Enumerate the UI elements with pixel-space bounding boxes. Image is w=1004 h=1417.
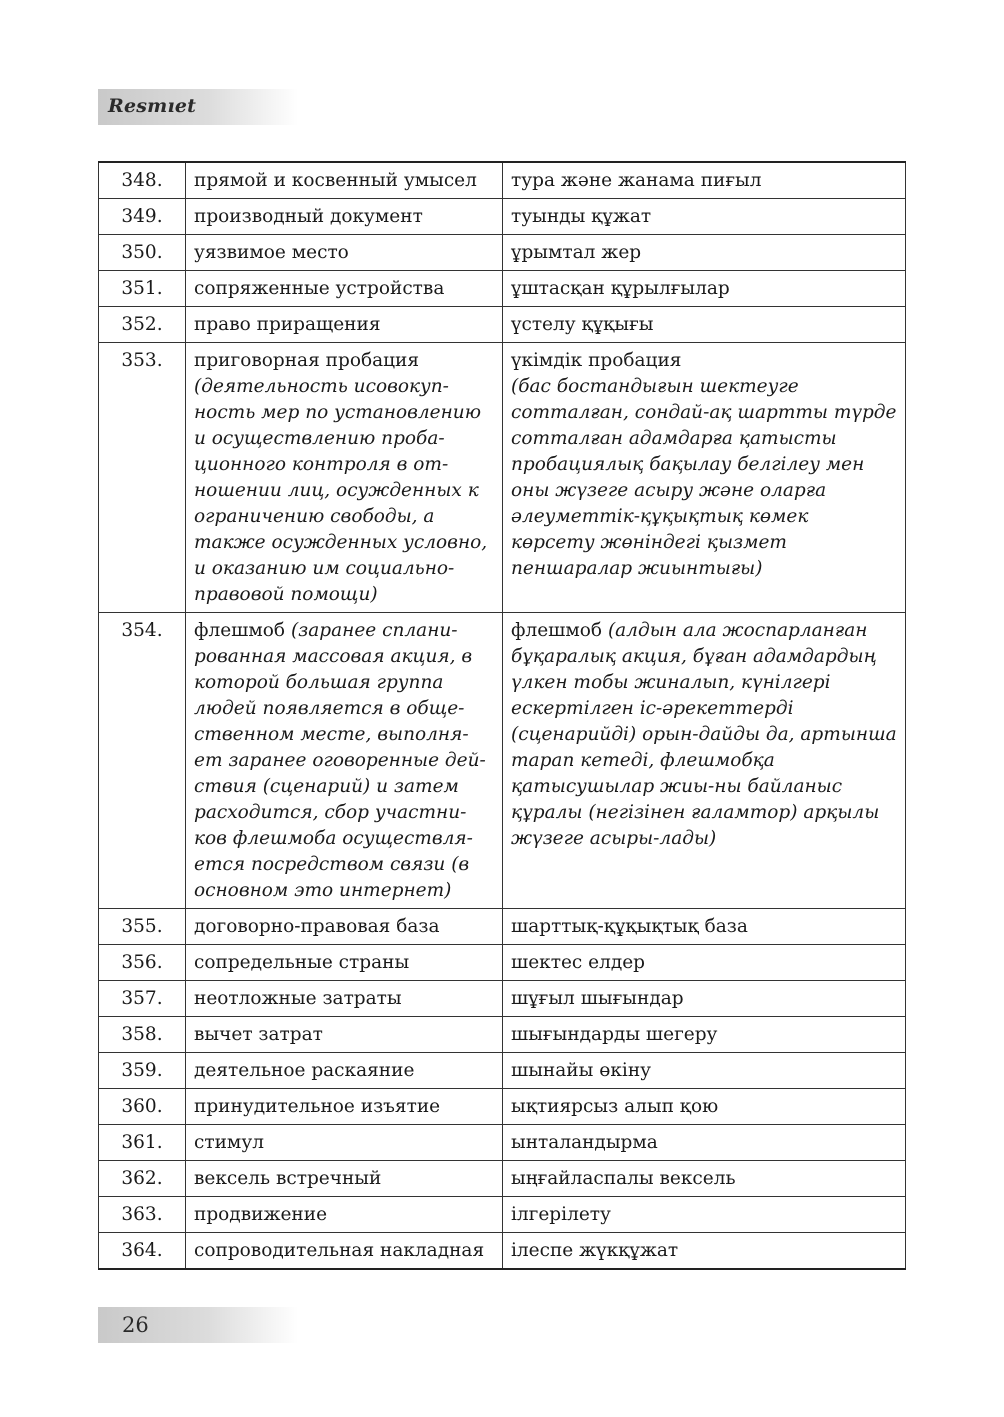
russian-term-cell	[186, 1197, 503, 1233]
table-row	[99, 1233, 906, 1270]
kazakh-term: үстелу құқығы	[511, 314, 654, 335]
russian-term: сопроводительная накладная	[194, 1240, 485, 1261]
kazakh-term-cell	[503, 1161, 906, 1197]
table-row	[99, 343, 906, 613]
table-row	[99, 271, 906, 307]
entry-number: 364.	[99, 1233, 186, 1270]
russian-term: договорно-правовая база	[194, 916, 440, 937]
kazakh-term-cell	[503, 1053, 906, 1089]
russian-term-cell	[186, 343, 503, 613]
entry-number: 356.	[99, 945, 186, 981]
kazakh-term: шұғыл шығындар	[511, 988, 684, 1009]
kazakh-term: шынайы өкіну	[511, 1060, 652, 1081]
kazakh-term-cell	[503, 1233, 906, 1270]
entry-number: 354.	[99, 613, 186, 909]
kazakh-term-cell	[503, 1089, 906, 1125]
kazakh-term-cell	[503, 1125, 906, 1161]
kazakh-term-cell	[503, 162, 906, 199]
entry-number: 355.	[99, 909, 186, 945]
kazakh-term: шектес елдер	[511, 952, 646, 973]
table-row	[99, 1125, 906, 1161]
russian-definition: (заранее сплани-рованная массовая акция, в которой большая группа людей появляется в обще-ственном месте, выполня-ет заранее оговоренные дей-ствия (сценарий) и затем расходится, сбор участни-ков флешмоба осуществля-ется посредством связи (в основном это интернет)	[194, 620, 486, 901]
table-row	[99, 1197, 906, 1233]
russian-term-cell	[186, 235, 503, 271]
kazakh-term-cell	[503, 199, 906, 235]
russian-definition: (деятельность исовокуп-ность мер по установлению и осуществлению проба-ционного контроля в от-ношении лиц, осужденных к ограничению свободы, а также осужденных условно, и оказанию им социально-правовой помощи)	[194, 376, 488, 605]
russian-term-cell	[186, 1053, 503, 1089]
page-number: 26	[122, 1313, 149, 1337]
kazakh-term: шарттық-құқықтық база	[511, 916, 748, 937]
russian-term-cell	[186, 199, 503, 235]
russian-term-cell	[186, 1125, 503, 1161]
glossary-table	[98, 161, 906, 1270]
entry-number: 362.	[99, 1161, 186, 1197]
kazakh-term-cell	[503, 613, 906, 909]
russian-term: производный документ	[194, 206, 423, 227]
entry-number: 348.	[99, 162, 186, 199]
russian-term: стимул	[194, 1132, 264, 1153]
entry-number: 349.	[99, 199, 186, 235]
entry-number: 363.	[99, 1197, 186, 1233]
kazakh-term-cell	[503, 307, 906, 343]
kazakh-term-cell	[503, 1197, 906, 1233]
kazakh-term: ынталандырма	[511, 1132, 658, 1153]
kazakh-term-cell	[503, 343, 906, 613]
russian-term: сопряженные устройства	[194, 278, 445, 299]
russian-term-cell	[186, 162, 503, 199]
entry-number: 353.	[99, 343, 186, 613]
table-row	[99, 981, 906, 1017]
russian-term-cell	[186, 307, 503, 343]
entry-number: 357.	[99, 981, 186, 1017]
entry-number: 351.	[99, 271, 186, 307]
kazakh-term: ілеспе жүкқұжат	[511, 1240, 679, 1261]
russian-term-cell	[186, 945, 503, 981]
russian-term: вексель встречный	[194, 1168, 382, 1189]
table-row	[99, 909, 906, 945]
kazakh-term-cell	[503, 271, 906, 307]
table-row	[99, 1053, 906, 1089]
kazakh-term: шығындарды шегеру	[511, 1024, 718, 1045]
russian-term-cell	[186, 981, 503, 1017]
kazakh-definition: (бас бостандығын шектеуге сотталған, сондай-ақ шартты түрде сотталған адамдарға қатысты пробациялық бақылау белгілеу мен оны жүзеге асыру және оларға әлеуметтік-құқықтық көмек көрсету жөніндегі қызмет пеншаралар жиынтығы)	[511, 376, 897, 579]
russian-term: прямой и косвенный умысел	[194, 170, 477, 191]
kazakh-term: ұштасқан құрылғылар	[511, 278, 730, 299]
table-row	[99, 199, 906, 235]
russian-term: приговорная пробация	[194, 350, 420, 371]
kazakh-definition: (алдын ала жоспарланған бұқаралық акция, бұған адамдардың үлкен тобы жиналып, күнілгері ескертілген іс-әрекеттерді (сценарийді) орын-дайды да, артынша тарап кетеді, флешмобқа қатысушылар жиы-ны байланыс құралы (негізінен ғаламтор) арқылы жүзеге асыры-лады)	[511, 620, 897, 849]
kazakh-term: туынды құжат	[511, 206, 652, 227]
russian-term-cell	[186, 271, 503, 307]
table-row	[99, 613, 906, 909]
russian-term-cell	[186, 909, 503, 945]
russian-term: принудительное изъятие	[194, 1096, 441, 1117]
russian-term-cell	[186, 1161, 503, 1197]
kazakh-term: флешмоб	[511, 620, 603, 641]
entry-number: 358.	[99, 1017, 186, 1053]
glossary-body	[99, 162, 906, 1269]
entry-number: 359.	[99, 1053, 186, 1089]
table-row	[99, 1017, 906, 1053]
table-row	[99, 235, 906, 271]
entry-number: 360.	[99, 1089, 186, 1125]
running-header-title: Resmıet	[108, 95, 197, 117]
kazakh-term-cell	[503, 945, 906, 981]
table-row	[99, 162, 906, 199]
kazakh-term: үкімдік пробация	[511, 350, 682, 371]
russian-term-cell	[186, 1233, 503, 1270]
russian-term: право приращения	[194, 314, 381, 335]
kazakh-term: ықтиярсыз алып қою	[511, 1096, 719, 1117]
table-row	[99, 1089, 906, 1125]
kazakh-term: ұрымтал жер	[511, 242, 642, 263]
russian-term: вычет затрат	[194, 1024, 323, 1045]
russian-term-cell	[186, 1089, 503, 1125]
entry-number: 350.	[99, 235, 186, 271]
kazakh-term-cell	[503, 235, 906, 271]
table-row	[99, 1161, 906, 1197]
russian-term-cell	[186, 613, 503, 909]
russian-term: уязвимое место	[194, 242, 349, 263]
kazakh-term: тура және жанама пиғыл	[511, 170, 762, 191]
russian-term: сопредельные страны	[194, 952, 410, 973]
kazakh-term: ыңғайласпалы вексель	[511, 1168, 736, 1189]
russian-term-cell	[186, 1017, 503, 1053]
kazakh-term: ілгерілету	[511, 1204, 611, 1225]
russian-term: неотложные затраты	[194, 988, 402, 1009]
entry-number: 361.	[99, 1125, 186, 1161]
kazakh-term-cell	[503, 981, 906, 1017]
russian-term: флешмоб	[194, 620, 286, 641]
entry-number: 352.	[99, 307, 186, 343]
russian-term: деятельное раскаяние	[194, 1060, 415, 1081]
kazakh-term-cell	[503, 1017, 906, 1053]
table-row	[99, 945, 906, 981]
table-row	[99, 307, 906, 343]
russian-term: продвижение	[194, 1204, 328, 1225]
kazakh-term-cell	[503, 909, 906, 945]
